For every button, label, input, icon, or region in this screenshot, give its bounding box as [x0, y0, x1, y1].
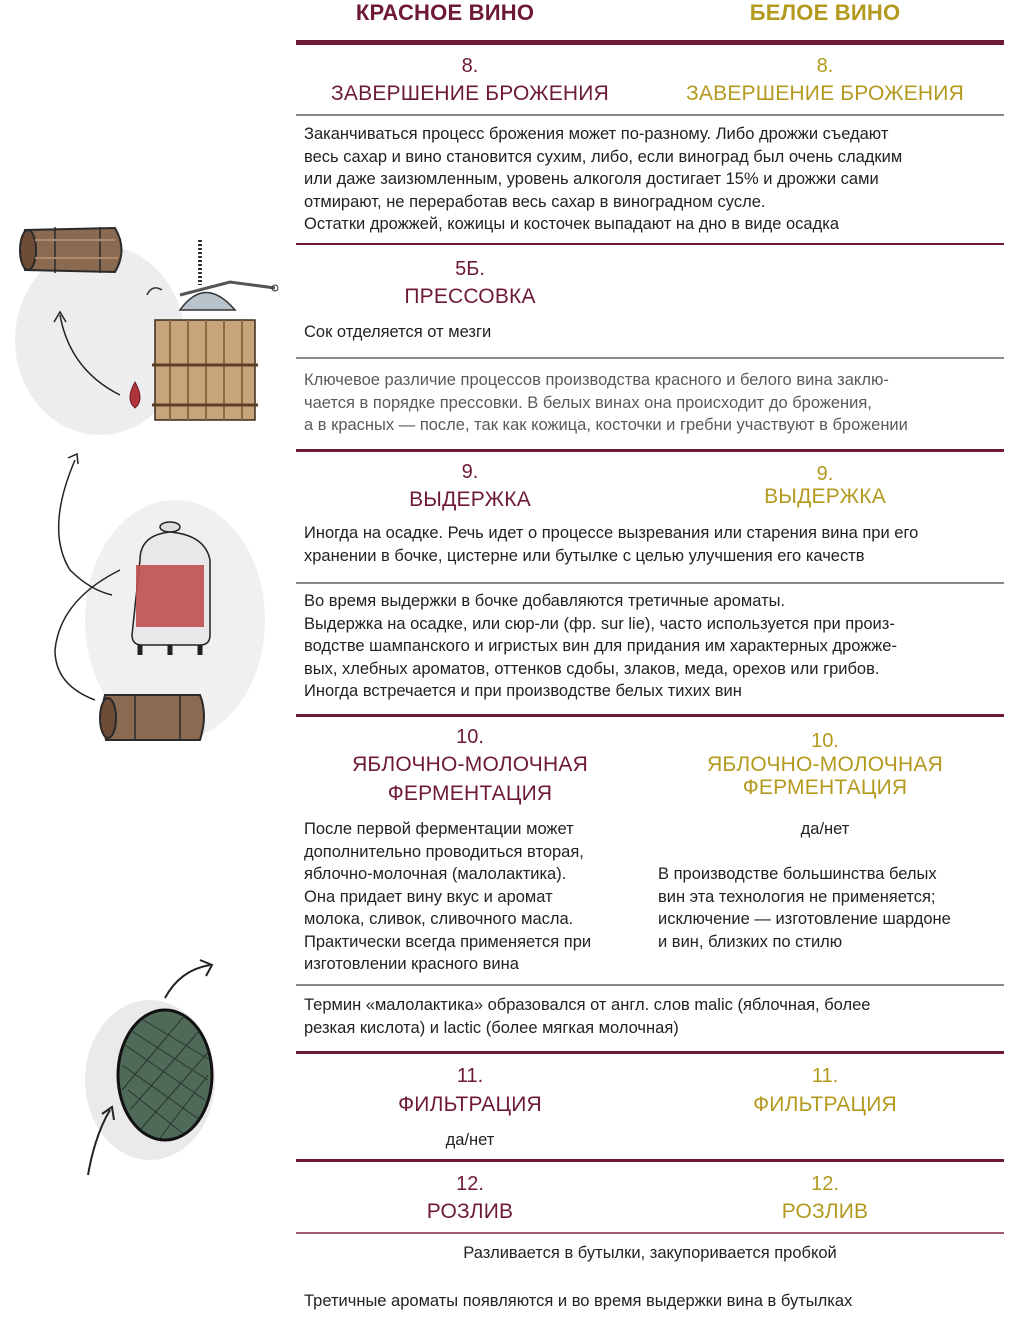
divider [296, 1159, 1004, 1162]
step-11-number-white: 11. [811, 1065, 839, 1087]
step-11-number-red: 11. [456, 1065, 484, 1087]
press-icon [147, 240, 278, 420]
step-5b-title: ПРЕССОВКА [404, 285, 536, 308]
step-12-title-white: РОЗЛИВ [781, 1200, 869, 1223]
header-divider [296, 40, 1004, 45]
step-9-number-white: 9. [816, 463, 834, 485]
step-11-red-yesno: да/нет [445, 1131, 495, 1149]
wine-press-illustration [0, 200, 290, 450]
step-9-title-red: ВЫДЕРЖКА [409, 488, 531, 511]
step-9-number-red: 9. [461, 461, 479, 483]
step-8-description: Заканчиваться процесс брожения может по-разному. Либо дрожжи съедают весь сахар и вино становится сухим, либо, если виноград был очень сладким или даже заизюмленным, уровень алкоголя достигает 15% и дрожжи сами отмирают, не переработав весь сахар в виноградном сусле. Остатки дрожжей, кожицы и косточек выпадают на дно в виде осадка [304, 125, 903, 233]
divider [296, 449, 1004, 452]
step-5b-note: Ключевое различие процессов производства красного и белого вина заклю- чается в порядке прессовки. В белых винах она происходит до брожения, а в красных — после, так как кожица, косточки и гребни участвуют в брожении [304, 371, 908, 434]
divider [296, 243, 1004, 245]
barrel-icon [20, 227, 122, 273]
step-8-number-red: 8. [461, 55, 479, 77]
step-10-title-red-line2: ФЕРМЕНТАЦИЯ [387, 782, 553, 805]
step-12-number-red: 12. [456, 1173, 484, 1195]
filter-illustration [60, 950, 260, 1180]
step-12-description: Разливается в бутылки, закупоривается пробкой [463, 1244, 837, 1262]
divider [296, 114, 1004, 116]
column-header-white-wine: БЕЛОЕ ВИНО [749, 0, 901, 25]
step-8-title-white: ЗАВЕРШЕНИЕ БРОЖЕНИЯ [686, 82, 964, 105]
step-5b-number: 5Б. [455, 258, 485, 280]
step-12-note: Третичные ароматы появляются и во время выдержки вина в бутылках [304, 1292, 853, 1310]
divider [296, 357, 1004, 359]
step-10-note: Термин «малолактика» образовался от англ. слов malic (яблочная, более резкая кислота) и lactic (более мягкая молочная) [304, 996, 871, 1037]
step-11-title-red: ФИЛЬТРАЦИЯ [398, 1093, 542, 1116]
step-10-title-red-line1: ЯБЛОЧНО-МОЛОЧНАЯ [352, 753, 588, 776]
step-10-title-white-line2: ФЕРМЕНТАЦИЯ [742, 776, 908, 799]
step-5b-description: Сок отделяется от мезги [304, 323, 492, 341]
barrel-icon [100, 695, 204, 740]
divider [296, 582, 1004, 584]
step-8-number-white: 8. [816, 55, 834, 77]
divider [296, 984, 1004, 986]
step-10-white-description: В производстве большинства белых вин эта технология не применяется; исключение — изготовление шардоне и вин, близких по стилю [658, 865, 951, 951]
divider [296, 714, 1004, 717]
step-9-title-white: ВЫДЕРЖКА [764, 485, 886, 508]
step-12-title-red: РОЗЛИВ [426, 1200, 514, 1223]
step-10-title-white-line1: ЯБЛОЧНО-МОЛОЧНАЯ [707, 753, 943, 776]
filter-icon [118, 1010, 212, 1140]
step-10-number-red: 10. [456, 726, 484, 748]
step-8-title-red: ЗАВЕРШЕНИЕ БРОЖЕНИЯ [331, 82, 609, 105]
step-12-number-white: 12. [811, 1173, 839, 1195]
step-10-white-yesno: да/нет [800, 820, 850, 838]
step-10-red-description: После первой ферментации может дополнительно проводиться вторая, яблочно-молочная (малолактика). Она придает вину вкус и аромат молока, сливок, сливочного масла. Практически всегда применяется при изготовлении красного вина [304, 820, 592, 973]
fermentation-tank-illustration [40, 450, 290, 750]
divider [296, 1232, 1004, 1234]
step-10-number-white: 10. [811, 730, 839, 752]
step-11-title-white: ФИЛЬТРАЦИЯ [753, 1093, 897, 1116]
step-9-description: Иногда на осадке. Речь идет о процессе вызревания или старения вина при его хранении в бочке, цистерне или бутылке с целью улучшения его качеств [304, 524, 919, 565]
divider [296, 1051, 1004, 1054]
column-header-red-wine: КРАСНОЕ ВИНО [355, 0, 535, 25]
step-9-note: Во время выдержки в бочке добавляются третичные ароматы. Выдержка на осадке, или сюр-ли (фр. sur lie), часто используется при произ- водстве шампанского и игристых вин для придания им характерных дрожже- вых, хлебных ароматов, оттенков сдобы, злаков, меда, орехов или грибов. Иногда встречается и при производстве белых тихих вин [304, 592, 897, 700]
